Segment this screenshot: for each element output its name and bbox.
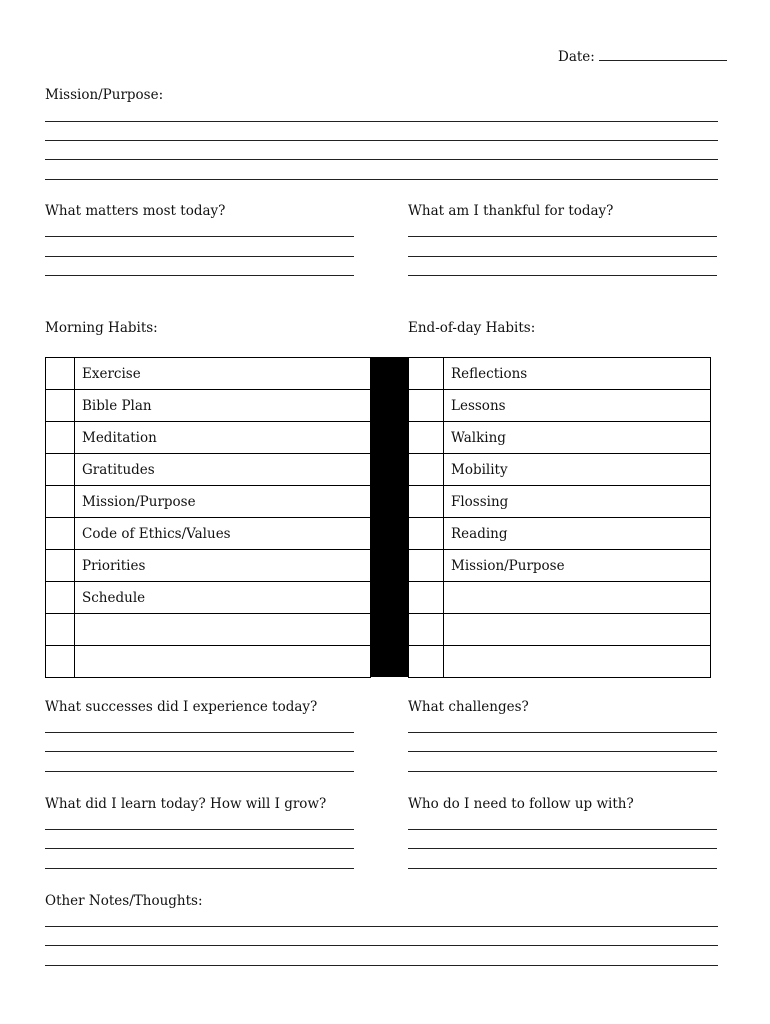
followup-line-3[interactable] bbox=[408, 868, 717, 869]
morning-row bbox=[46, 390, 371, 422]
endday-row bbox=[409, 454, 711, 486]
matters-line-2[interactable] bbox=[45, 256, 354, 257]
morning-row bbox=[46, 486, 371, 518]
notes-line-3[interactable] bbox=[45, 965, 718, 966]
endday-row bbox=[409, 358, 711, 390]
morning-checkbox[interactable] bbox=[46, 390, 75, 422]
endday-checkbox[interactable] bbox=[409, 422, 444, 454]
morning-checkbox[interactable] bbox=[46, 454, 75, 486]
thankful-line-2[interactable] bbox=[408, 256, 717, 257]
morning-checkbox[interactable] bbox=[46, 614, 75, 646]
morning-row bbox=[46, 454, 371, 486]
endday-habit-label: Lessons bbox=[444, 390, 711, 422]
mission-line-2[interactable] bbox=[45, 140, 718, 141]
morning-habit-label: Meditation bbox=[75, 422, 371, 454]
endday-habit-label: Mission/Purpose bbox=[444, 550, 711, 582]
date-line[interactable] bbox=[599, 48, 727, 61]
habits-divider bbox=[370, 357, 408, 677]
learn-label: What did I learn today? How will I grow? bbox=[45, 796, 327, 812]
date-label: Date: bbox=[558, 49, 595, 65]
morning-checkbox[interactable] bbox=[46, 486, 75, 518]
endday-checkbox[interactable] bbox=[409, 486, 444, 518]
matters-line-3[interactable] bbox=[45, 275, 354, 276]
morning-row bbox=[46, 518, 371, 550]
morning-row bbox=[46, 422, 371, 454]
endday-checkbox[interactable] bbox=[409, 454, 444, 486]
endday-habits-table bbox=[408, 357, 711, 678]
followup-line-2[interactable] bbox=[408, 848, 717, 849]
matters-line-1[interactable] bbox=[45, 236, 354, 237]
mission-label: Mission/Purpose: bbox=[45, 87, 164, 103]
successes-line-3[interactable] bbox=[45, 771, 354, 772]
endday-habit-label: Mobility bbox=[444, 454, 711, 486]
morning-checkbox[interactable] bbox=[46, 358, 75, 390]
endday-row bbox=[409, 422, 711, 454]
followup-line-1[interactable] bbox=[408, 829, 717, 830]
morning-habit-label: Bible Plan bbox=[75, 390, 371, 422]
endday-row bbox=[409, 518, 711, 550]
date-field bbox=[558, 48, 727, 65]
morning-row bbox=[46, 614, 371, 646]
endday-checkbox[interactable] bbox=[409, 390, 444, 422]
challenges-label: What challenges? bbox=[408, 699, 529, 715]
morning-habit-label bbox=[75, 614, 371, 646]
morning-checkbox[interactable] bbox=[46, 518, 75, 550]
notes-line-2[interactable] bbox=[45, 945, 718, 946]
endday-row bbox=[409, 646, 711, 678]
morning-habit-label: Priorities bbox=[75, 550, 371, 582]
morning-habits-label: Morning Habits: bbox=[45, 320, 158, 336]
endday-habit-label: Reflections bbox=[444, 358, 711, 390]
endday-habit-label: Flossing bbox=[444, 486, 711, 518]
thankful-label: What am I thankful for today? bbox=[408, 203, 614, 219]
matters-label: What matters most today? bbox=[45, 203, 226, 219]
morning-habit-label: Mission/Purpose bbox=[75, 486, 371, 518]
endday-checkbox[interactable] bbox=[409, 518, 444, 550]
endday-habit-label: Reading bbox=[444, 518, 711, 550]
morning-checkbox[interactable] bbox=[46, 582, 75, 614]
endday-habit-label bbox=[444, 582, 711, 614]
endday-checkbox[interactable] bbox=[409, 582, 444, 614]
morning-row bbox=[46, 550, 371, 582]
morning-habit-label: Schedule bbox=[75, 582, 371, 614]
mission-line-3[interactable] bbox=[45, 159, 718, 160]
endday-row bbox=[409, 390, 711, 422]
morning-row bbox=[46, 646, 371, 678]
endday-checkbox[interactable] bbox=[409, 550, 444, 582]
thankful-line-3[interactable] bbox=[408, 275, 717, 276]
learn-line-1[interactable] bbox=[45, 829, 354, 830]
morning-checkbox[interactable] bbox=[46, 422, 75, 454]
endday-checkbox[interactable] bbox=[409, 358, 444, 390]
morning-habit-label: Code of Ethics/Values bbox=[75, 518, 371, 550]
endday-checkbox[interactable] bbox=[409, 614, 444, 646]
successes-line-2[interactable] bbox=[45, 751, 354, 752]
successes-label: What successes did I experience today? bbox=[45, 699, 318, 715]
endday-habit-label: Walking bbox=[444, 422, 711, 454]
challenges-line-1[interactable] bbox=[408, 732, 717, 733]
endday-checkbox[interactable] bbox=[409, 646, 444, 678]
learn-line-2[interactable] bbox=[45, 848, 354, 849]
endday-row bbox=[409, 550, 711, 582]
notes-line-1[interactable] bbox=[45, 926, 718, 927]
learn-line-3[interactable] bbox=[45, 868, 354, 869]
thankful-line-1[interactable] bbox=[408, 236, 717, 237]
morning-row bbox=[46, 358, 371, 390]
morning-habit-label bbox=[75, 646, 371, 678]
morning-row bbox=[46, 582, 371, 614]
endday-habit-label bbox=[444, 614, 711, 646]
endday-row bbox=[409, 614, 711, 646]
successes-line-1[interactable] bbox=[45, 732, 354, 733]
morning-habits-table bbox=[45, 357, 371, 678]
endday-habit-label bbox=[444, 646, 711, 678]
morning-habit-label: Exercise bbox=[75, 358, 371, 390]
endday-habits-label: End-of-day Habits: bbox=[408, 320, 536, 336]
challenges-line-3[interactable] bbox=[408, 771, 717, 772]
endday-row bbox=[409, 582, 711, 614]
challenges-line-2[interactable] bbox=[408, 751, 717, 752]
mission-line-4[interactable] bbox=[45, 179, 718, 180]
followup-label: Who do I need to follow up with? bbox=[408, 796, 634, 812]
endday-row bbox=[409, 486, 711, 518]
morning-habit-label: Gratitudes bbox=[75, 454, 371, 486]
notes-label: Other Notes/Thoughts: bbox=[45, 893, 203, 909]
mission-line-1[interactable] bbox=[45, 121, 718, 122]
morning-checkbox[interactable] bbox=[46, 646, 75, 678]
morning-checkbox[interactable] bbox=[46, 550, 75, 582]
